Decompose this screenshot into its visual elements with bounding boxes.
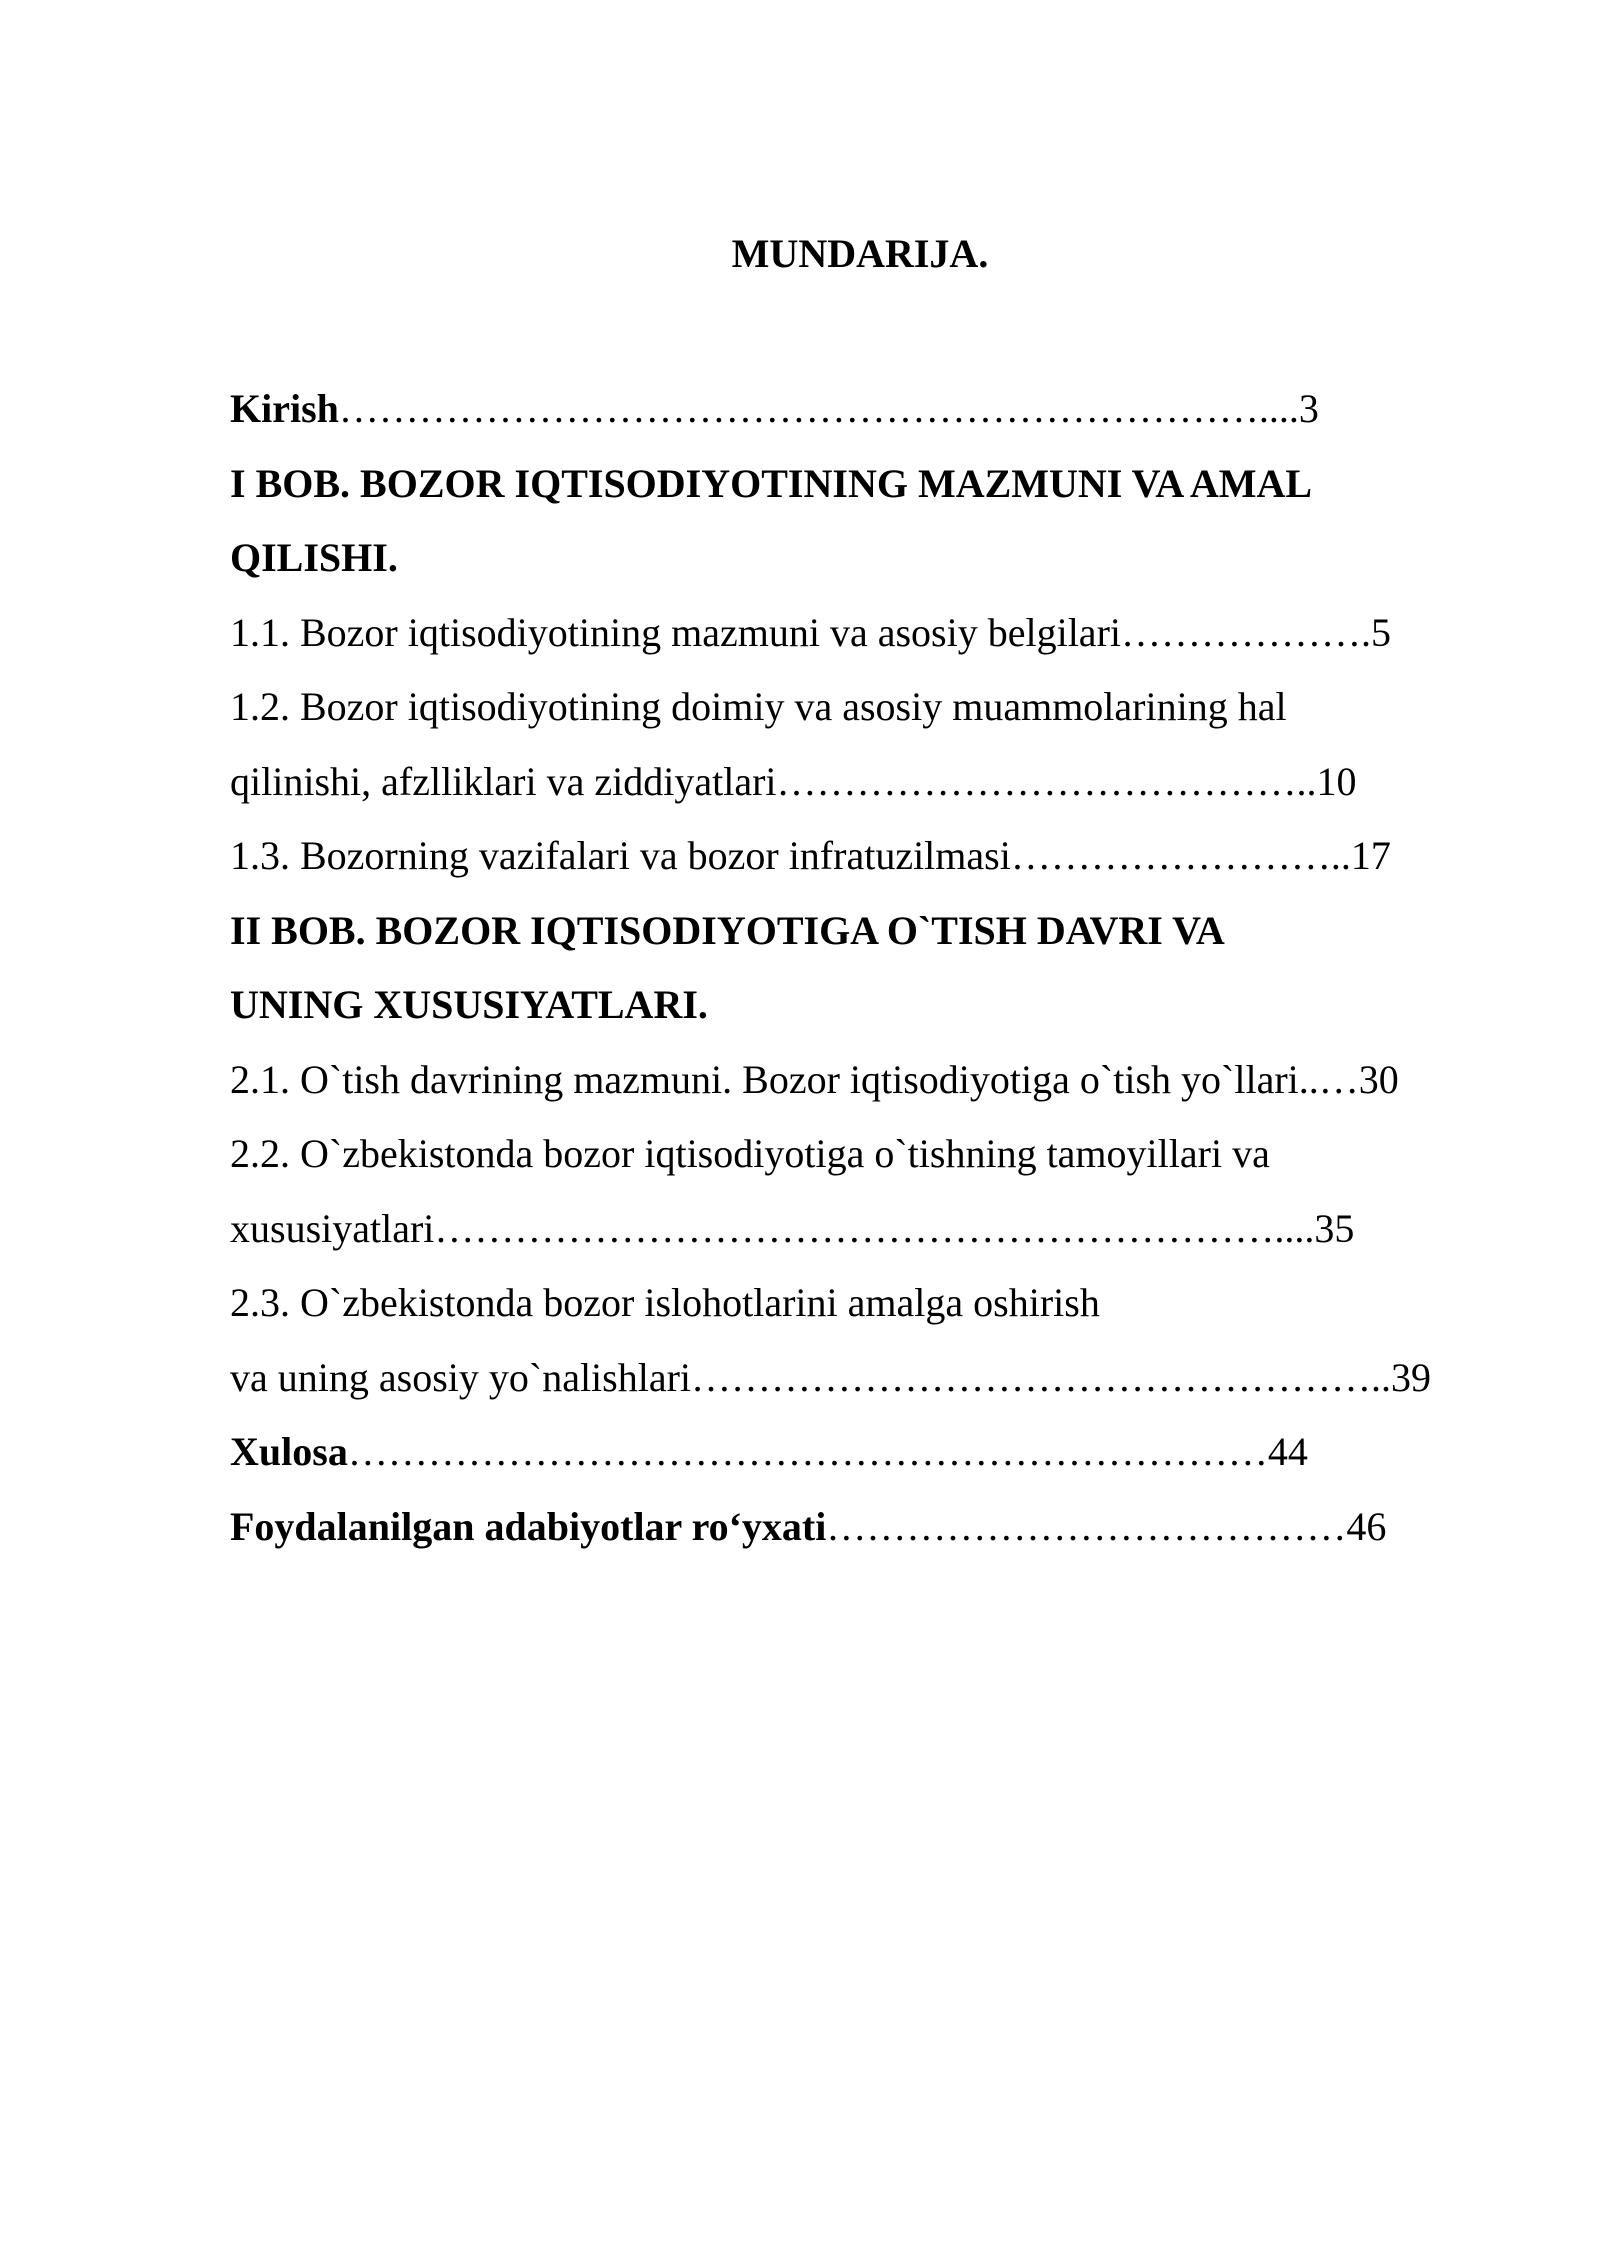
toc-entry-page-number: 10 — [1316, 758, 1357, 804]
toc-entry-leader: ………………. — [1121, 609, 1371, 655]
toc-entry-2-1 — [230, 1043, 1510, 1118]
toc-entry-text: II BOB. BOZOR IQTISODIYOTIGA O`TISH DAVRI VA — [230, 907, 1225, 953]
toc-entry-text: va uning asosiy yo`nalishlari — [230, 1354, 692, 1400]
toc-entry-text: Kirish — [230, 386, 339, 431]
toc-entry-text: xususiyatlari — [230, 1205, 435, 1251]
toc-entry-xulosa — [230, 1415, 1510, 1490]
toc-entry-kirish — [230, 372, 1510, 447]
toc-entry-text: I BOB. BOZOR IQTISODIYOTINING MAZMUNI VA AMAL — [230, 460, 1313, 506]
toc-entry-text: 2.3. O`zbekistonda bozor islohotlarini amalga oshirish — [230, 1280, 1100, 1325]
toc-entry-references — [230, 1490, 1510, 1565]
toc-entry-page-number: 30 — [1358, 1056, 1399, 1102]
toc-chapter-2-heading-line-2 — [230, 968, 1510, 1043]
toc-entry-text: 2.2. O`zbekistonda bozor iqtisodiyotiga o`tishning tamoyillari va — [230, 1131, 1270, 1176]
toc-entry-leader: ………………………………….. — [776, 758, 1317, 804]
page-title: MUNDARIJA. — [731, 231, 989, 276]
toc-entry-2-2-line-2 — [230, 1192, 1510, 1267]
toc-entry-page-number: ....3 — [1258, 386, 1319, 431]
toc-chapter-1-heading-line-2 — [230, 521, 1510, 596]
toc-entry-text: QILISHI. — [230, 535, 398, 580]
toc-entry-text: 1.1. Bozor iqtisodiyotining mazmuni va asosiy belgilari — [230, 609, 1121, 655]
toc-chapter-1-heading-line-1 — [230, 447, 1510, 522]
toc-entry-1-3 — [230, 819, 1510, 894]
toc-entry-2-3-line-2 — [230, 1341, 1510, 1416]
table-of-contents — [230, 372, 1510, 1564]
toc-entry-page-number: 44 — [1267, 1429, 1308, 1474]
toc-entry-leader: … — [1318, 1056, 1359, 1102]
toc-entry-2-2-line-1 — [230, 1117, 1510, 1192]
toc-entry-text: UNING XUSUSIYATLARI. — [230, 982, 708, 1027]
toc-entry-page-number: 46 — [1346, 1503, 1387, 1549]
toc-entry-text: 1.2. Bozor iqtisodiyotining doimiy va asosiy muammolarining hal — [230, 684, 1287, 729]
toc-entry-1-2-line-1 — [230, 670, 1510, 745]
toc-entry-1-2-line-2 — [230, 745, 1510, 820]
toc-entry-leader: ……………………………………………………… — [434, 1205, 1275, 1251]
toc-entry-leader: …………………….. — [1010, 833, 1351, 878]
toc-entry-page-number: 5 — [1371, 609, 1391, 655]
toc-entry-leader: …………………………………………………………… — [347, 1429, 1268, 1474]
toc-entry-text: 1.3. Bozorning vazifalari va bozor infratuzilmasi — [230, 833, 1011, 878]
toc-entry-leader: …………………………………………………………… — [338, 386, 1259, 431]
toc-entry-2-3-line-1 — [230, 1266, 1510, 1341]
toc-entry-text: qilinishi, afzlliklari va ziddiyatlari — [230, 758, 777, 804]
toc-chapter-2-heading-line-1 — [230, 894, 1510, 969]
toc-entry-leader: …………………………………………… — [691, 1354, 1372, 1400]
toc-entry-leader: ………………………………… — [826, 1503, 1347, 1549]
toc-entry-text: Xulosa — [230, 1429, 348, 1474]
toc-entry-page-number: ..39 — [1371, 1354, 1432, 1400]
toc-entry-1-1 — [230, 596, 1510, 671]
toc-entry-text: Foydalanilgan adabiyotlar ro‘yxati — [230, 1503, 827, 1549]
toc-entry-page-number: 17 — [1350, 833, 1391, 878]
toc-entry-text: 2.1. O`tish davrining mazmuni. Bozor iqtisodiyotiga o`tish yo`llari.. — [230, 1056, 1319, 1102]
toc-entry-page-number: ....35 — [1274, 1205, 1355, 1251]
